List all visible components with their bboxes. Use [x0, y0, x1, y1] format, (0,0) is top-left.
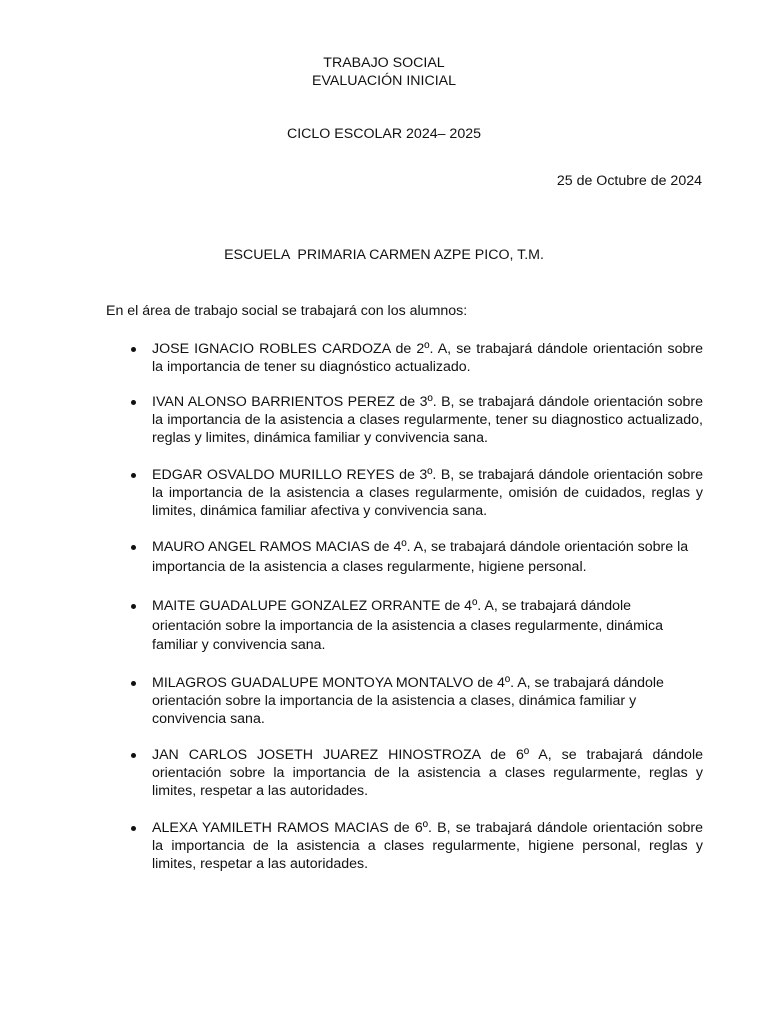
bullet-icon — [131, 681, 136, 686]
bullet-icon — [131, 753, 136, 758]
list-item — [152, 674, 703, 728]
list-item — [152, 819, 703, 874]
school-cycle: CICLO ESCOLAR 2024– 2025 — [286, 126, 481, 142]
student-entry-text: ALEXA YAMILETH RAMOS MACIAS de 6º. B, se trabajará dándole orientación sobre la importancia de la asistencia a clases regularmente, higiene personal, reglas y limites, respetar a las autoridades. — [152, 820, 703, 873]
bullet-icon — [131, 347, 136, 352]
list-item — [152, 393, 703, 448]
list-item — [152, 340, 703, 376]
list-item — [152, 466, 703, 521]
student-entry-text: EDGAR OSVALDO MURILLO REYES de 3º. B, se trabajará dándole orientación sobre la importancia de la asistencia a clases regularmente, omisión de cuidados, reglas y limites, dinámica familiar afectiva y convivencia sana. — [152, 467, 703, 520]
bullet-icon — [131, 545, 136, 550]
student-entry-text: MILAGROS GUADALUPE MONTOYA MONTALVO de 4º. A, se trabajará dándole orientación sobre la importancia de la asistencia a clases, dinámica familiar y convivencia sana. — [152, 675, 664, 727]
student-entry-text: JAN CARLOS JOSETH JUAREZ HINOSTROZA de 6º A, se trabajará dándole orientación sobre la importancia de la asistencia a clases regularmente, reglas y limites, respetar a las autoridades. — [152, 747, 703, 800]
student-entry-text: MAURO ANGEL RAMOS MACIAS de 4º. A, se trabajará dándole orientación sobre la importancia de la asistencia a clases regularmente, higiene personal. — [152, 539, 689, 575]
list-item — [152, 597, 703, 656]
list-item — [152, 746, 703, 801]
department-title: TRABAJO SOCIAL — [323, 55, 445, 71]
student-entry-text: JOSE IGNACIO ROBLES CARDOZA de 2º. A, se trabajará dándole orientación sobre la importancia de tener su diagnóstico actualizado. — [152, 341, 703, 376]
evaluation-title: EVALUACIÓN INICIAL — [311, 73, 456, 89]
bullet-icon — [131, 473, 136, 478]
list-item — [152, 538, 703, 577]
bullet-icon — [131, 604, 136, 609]
student-entry-text: MAITE GUADALUPE GONZALEZ ORRANTE de 4º. A, se trabajará dándole orientación sobre la importancia de la asistencia a clases regularmente, dinámica familiar y convivencia sana. — [152, 598, 664, 653]
student-entry-text: IVAN ALONSO BARRIENTOS PEREZ de 3º. B, se trabajará dándole orientación sobre la importancia de la asistencia a clases regularmente, tener su diagnostico actualizado, reglas y limites, dinámica familiar y convivencia sana. — [152, 394, 703, 447]
document-date: 25 de Octubre de 2024 — [556, 173, 702, 189]
bullet-icon — [131, 826, 136, 831]
bullet-icon — [131, 400, 136, 405]
school-name: ESCUELA PRIMARIA CARMEN AZPE PICO, T.M. — [224, 247, 544, 263]
intro-paragraph: En el área de trabajo social se trabajará con los alumnos: — [106, 303, 468, 319]
